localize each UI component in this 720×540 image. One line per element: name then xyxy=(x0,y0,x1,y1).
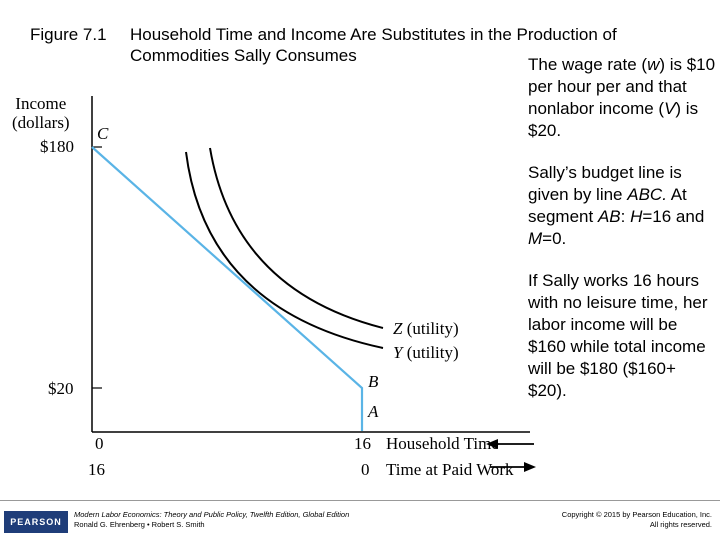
pearson-logo: PEARSON xyxy=(4,511,68,533)
footer-rights-line: All rights reserved. xyxy=(649,520,712,529)
figure-title-line2: Commodities Sally Consumes xyxy=(130,46,357,65)
x-tick-work-16: 16 xyxy=(88,460,105,479)
curve-y-label: Y (utility) xyxy=(393,343,459,362)
y-axis-label-line1: Income xyxy=(15,94,67,113)
curve-z-utility: (utility) xyxy=(406,319,459,338)
x-tick-household-16: 16 xyxy=(354,434,371,453)
footer-book-title: Modern Labor Economics: Theory and Public Policy, Twelfth Edition, Global Edition xyxy=(74,510,350,519)
footer-book-info xyxy=(74,510,349,530)
indifference-curve-z xyxy=(210,148,383,328)
point-c-label: C xyxy=(97,124,109,143)
figure-number: Figure 7.1 xyxy=(30,25,107,44)
point-a-label: A xyxy=(368,402,379,421)
y-tick-20: $20 xyxy=(48,379,74,398)
footer-copyright-line: Copyright © 2015 by Pearson Education, Inc. xyxy=(561,510,712,519)
budget-line-abc xyxy=(92,147,362,431)
curve-y-utility: (utility) xyxy=(406,343,459,362)
side-explanation xyxy=(528,54,718,422)
footer-copyright xyxy=(562,510,712,530)
side-paragraph-income: If Sally works 16 hours with no leisure time, her labor income will be $160 while total income will be $180 ($160+ $20). xyxy=(528,271,708,400)
x-tick-household-0: 0 xyxy=(95,434,104,453)
curve-z-label: Z (utility) xyxy=(393,319,459,338)
x-tick-work-0: 0 xyxy=(361,460,370,479)
y-tick-180: $180 xyxy=(40,137,74,156)
side-paragraph-budget: Sally’s budget line is given by line ABC. At segment AB: H=16 and M=0. xyxy=(528,163,705,248)
y-axis-label xyxy=(12,94,70,132)
footer-divider xyxy=(0,500,720,501)
figure-title-line1: Household Time and Income Are Substitutes in the Production of xyxy=(130,25,617,44)
y-axis-label-line2: (dollars) xyxy=(12,113,70,132)
x-axis-label-paid-work: Time at Paid Work xyxy=(386,460,514,479)
x-axis-label-household-time: Household Time xyxy=(386,434,499,453)
point-b-label: B xyxy=(368,372,379,391)
side-paragraph-wage: The wage rate (w) is $10 per hour per and that nonlabor income (V) is $20. xyxy=(528,55,716,140)
arrowhead-household-time xyxy=(524,462,536,472)
footer-authors: Ronald G. Ehrenberg • Robert S. Smith xyxy=(74,520,205,529)
